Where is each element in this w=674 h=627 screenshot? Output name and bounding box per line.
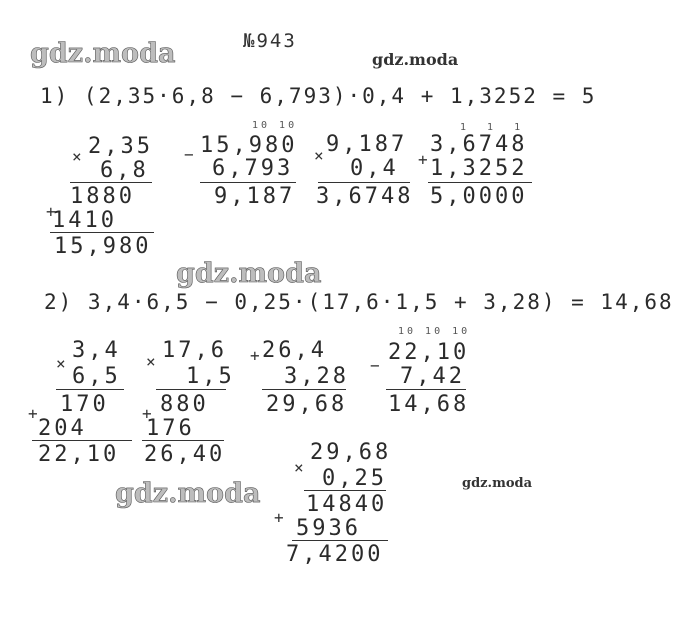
p2-mult2-sign2: + [142, 404, 152, 423]
p2-mult3-p2: 5936 [296, 516, 361, 541]
p1-sub1-b: 6,793 [212, 156, 294, 181]
p2-mult3-line [304, 490, 386, 491]
p2-mult2-p2: 176 [146, 416, 195, 441]
p1-sub1-sign: − [184, 145, 194, 164]
p2-mult1-p2: 204 [38, 416, 87, 441]
p2-mult2-p1: 880 [160, 392, 209, 417]
p2-mult3-line2 [292, 540, 388, 541]
p2-mult3-sign: × [294, 458, 304, 477]
p2-mult3-a: 29,68 [310, 440, 392, 465]
p2-mult2-line [156, 389, 226, 390]
p2-add1-line [262, 389, 346, 390]
part1-expression: 1) (2,35·6,8 − 6,793)·0,4 + 1,3252 = 5 [40, 84, 597, 108]
p2-mult3-p1: 14840 [306, 492, 388, 517]
p1-add1-sign: + [418, 150, 428, 169]
p1-add1-b: 1,3252 [430, 156, 528, 181]
p1-add1-a: 3,6748 [430, 132, 528, 157]
problem-number: №943 [243, 30, 297, 52]
p2-sub1-line [386, 389, 466, 390]
p1-mult1-b: 6,8 [100, 158, 149, 183]
p1-mult1-a: 2,35 [88, 134, 153, 159]
p1-add1-line [428, 182, 532, 183]
watermark-top-right: gdz.moda [372, 50, 459, 69]
p2-mult2-a: 17,6 [162, 338, 227, 363]
watermark-bottom-left: gdz.moda [115, 478, 261, 509]
p1-mult1-line [70, 182, 152, 183]
p1-sub1-carry: 10 10 [252, 120, 298, 131]
p2-sub1-carry: 10 10 10 [398, 326, 471, 337]
p2-mult2-result: 26,40 [144, 442, 226, 467]
p1-sub1-a: 15,980 [200, 133, 298, 158]
p2-sub1-b: 7,42 [400, 364, 465, 389]
watermark-middle: gdz.moda [176, 258, 322, 289]
p1-mult1-p1: 1880 [70, 184, 135, 209]
p1-sub1-line [200, 182, 296, 183]
p1-add1-result: 5,0000 [430, 184, 528, 209]
p2-sub1-result: 14,68 [388, 392, 470, 417]
p2-add1-result: 29,68 [266, 392, 348, 417]
p1-mult1-sign2: + [46, 202, 56, 221]
p1-mult2-result: 3,6748 [316, 184, 414, 209]
p2-mult1-sign2: + [28, 404, 38, 423]
p1-mult1-result: 15,980 [54, 234, 152, 259]
p2-mult2-b: 1,5 [186, 364, 235, 389]
p1-mult2-sign: × [314, 146, 324, 165]
watermark-top-left: gdz.moda [30, 38, 176, 69]
p2-mult1-line [56, 389, 124, 390]
p2-mult3-b: 0,25 [322, 466, 387, 491]
p2-sub1-a: 22,10 [388, 340, 470, 365]
p1-add1-carry: 1 1 1 [460, 122, 524, 133]
p2-sub1-sign: − [370, 356, 380, 375]
watermark-bottom-right: gdz.moda [462, 476, 533, 491]
p1-mult2-line [318, 182, 410, 183]
p2-mult1-sign: × [56, 354, 66, 373]
p2-mult1-a: 3,4 [72, 338, 121, 363]
p2-mult3-result: 7,4200 [286, 542, 384, 567]
p2-mult3-sign2: + [274, 508, 284, 527]
p2-mult1-b: 6,5 [72, 364, 121, 389]
p2-mult1-result: 22,10 [38, 442, 120, 467]
p2-add1-a: 26,4 [262, 338, 327, 363]
p1-mult1-p2: 1410 [52, 208, 117, 233]
p2-mult1-line2 [32, 440, 132, 441]
p1-mult1-line2 [50, 232, 154, 233]
p2-mult1-p1: 170 [60, 392, 109, 417]
p1-mult1-sign: × [72, 147, 82, 166]
p1-mult2-b: 0,4 [350, 156, 399, 181]
p2-mult2-sign: × [146, 352, 156, 371]
p2-add1-sign: + [250, 346, 260, 365]
p1-sub1-result: 9,187 [214, 184, 296, 209]
part2-expression: 2) 3,4·6,5 − 0,25·(17,6·1,5 + 3,28) = 14,68 [44, 290, 674, 314]
p1-mult2-a: 9,187 [326, 132, 408, 157]
p2-mult2-line2 [142, 440, 224, 441]
p2-add1-b: 3,28 [284, 364, 349, 389]
